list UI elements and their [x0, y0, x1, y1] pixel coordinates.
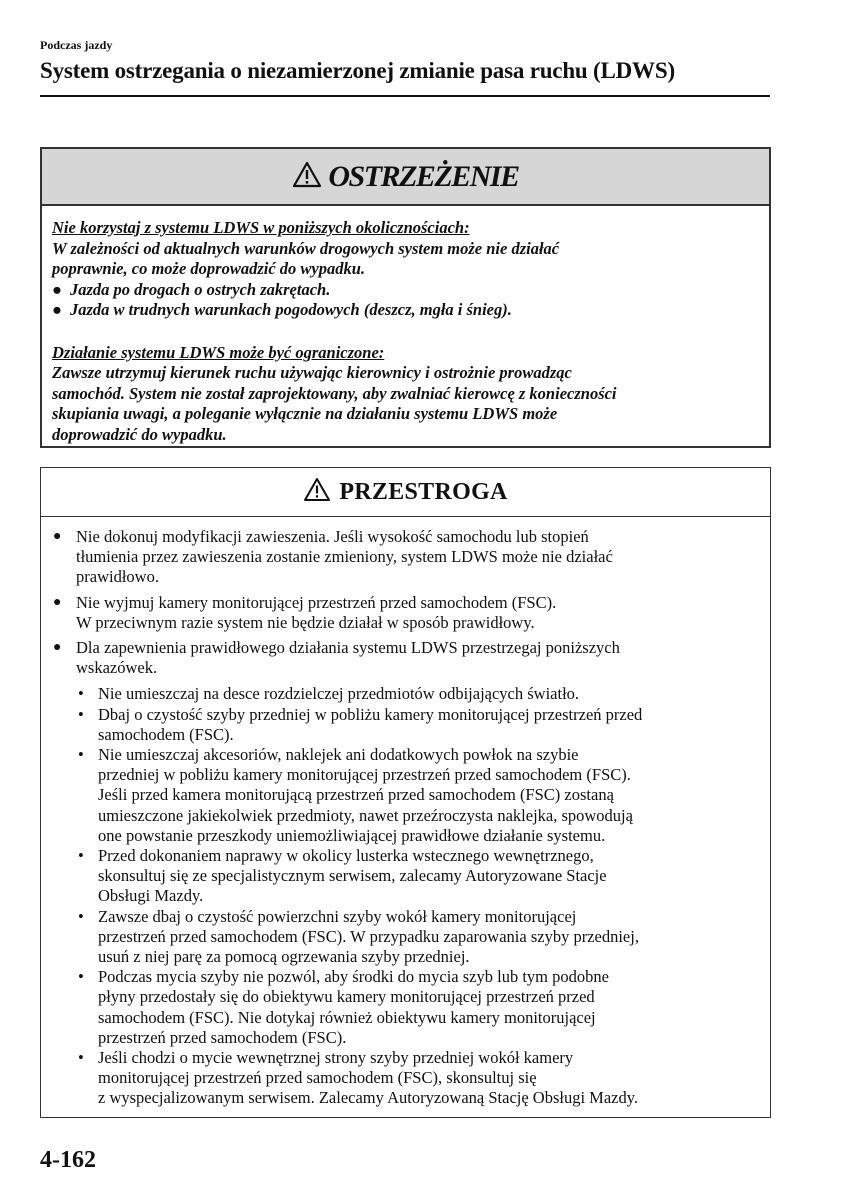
caution-text-line: Nie umieszczaj na desce rozdzielczej przedmiotów odbijających światło. [98, 684, 580, 704]
caution-subitem [76, 967, 760, 1048]
bullet-icon: ● [53, 640, 62, 656]
caution-text-line: Obsługi Mazdy. [98, 886, 204, 906]
caution-heading: PRZESTROGA [339, 478, 508, 505]
caution-text-line: samochodem (FSC). Nie dotykaj również obiektywu kamery monitorującej [98, 1007, 596, 1027]
caution-header [41, 468, 770, 517]
caution-item [53, 527, 760, 588]
caution-text-line: umieszczone jakiekolwiek przedmioty, nawet przeźroczysta naklejka, spowodują [98, 805, 633, 825]
warning-heading: OSTRZEŻENIE [328, 159, 519, 193]
warning-text-line: skupiania uwagi, a poleganie wyłącznie na działaniu systemu LDWS może [52, 404, 558, 423]
caution-text-line: tłumienia przez zawieszenia zostanie zmieniony, system LDWS może nie działać [76, 547, 613, 567]
caution-item [53, 593, 760, 633]
bullet-icon: ● [53, 529, 62, 544]
caution-text-line: samochodem (FSC). [98, 724, 234, 744]
caution-subitem [76, 846, 760, 907]
caution-text-line: monitorującej przestrzeń przed samochodem (FSC), skonsultuj się [98, 1068, 537, 1088]
caution-text-line: przestrzeń przed samochodem (FSC). [98, 1027, 347, 1047]
warning-bullet-text: Jazda po drogach o ostrych zakrętach. [70, 279, 331, 299]
sub-bullet-icon: • [78, 1048, 84, 1068]
warning-bullet-text: Jazda w trudnych warunkach pogodowych (deszcz, mgła i śnieg). [70, 300, 512, 319]
warning-text-line: doprowadzić do wypadku. [52, 424, 227, 444]
caution-subitem [76, 745, 760, 846]
warning-subheading-1: Nie korzystaj z systemu LDWS w poniższych okolicznościach: [52, 218, 470, 237]
page-title: System ostrzegania o niezamierzonej zmianie pasa ruchu (LDWS) [40, 58, 675, 83]
caution-text-line: prawidłowo. [76, 567, 159, 587]
warning-text-line: poprawnie, co może doprowadzić do wypadku. [52, 259, 366, 278]
caution-text-line: Jeśli przed kamera monitorującą przestrzeń przed samochodem (FSC) zostaną [98, 785, 614, 805]
caution-subitem [76, 684, 760, 704]
caution-subitem [76, 907, 760, 968]
caution-text-line: one powstanie przeszkody uniemożliwiającej prawidłowe działanie systemu. [98, 825, 606, 845]
sub-bullet-icon: • [78, 704, 84, 724]
caution-body [41, 517, 770, 1109]
caution-text-line: W przeciwnym razie system nie będzie działał w sposób prawidłowy. [76, 612, 535, 632]
sub-bullet-icon: • [78, 906, 84, 926]
bullet-icon: ● [52, 279, 62, 299]
sub-bullet-icon: • [78, 745, 84, 765]
caution-text-line: płyny przedostały się do obiektywu kamery monitorującej przestrzeń przed [98, 987, 595, 1007]
caution-text-line: Dbaj o czystość szyby przedniej w pobliżu kamery monitorującej przestrzeń przed [98, 704, 643, 724]
caution-subitem [76, 1048, 760, 1109]
sub-bullet-icon: • [78, 967, 84, 987]
caution-text-line: Jeśli chodzi o mycie wewnętrznej strony szyby przedniej wokół kamery [98, 1048, 574, 1068]
caution-text-line: przedniej w pobliżu kamery monitorującej przestrzeń przed samochodem (FSC). [98, 765, 631, 785]
caution-item [53, 638, 760, 678]
title-rule [40, 95, 770, 97]
caution-box [40, 467, 771, 1118]
warning-text-line: W zależności od aktualnych warunków drogowych system może nie działać [52, 238, 560, 258]
sub-bullet-icon: • [78, 846, 84, 866]
caution-text-line: z wyspecjalizowanym serwisem. Zalecamy Autoryzowaną Stację Obsługi Mazdy. [98, 1088, 639, 1108]
caution-text-line: Nie wyjmuj kamery monitorującej przestrzeń przed samochodem (FSC). [76, 592, 557, 612]
caution-text-line: usuń z niej parę za pomocą ogrzewania szyby przedniej. [98, 947, 470, 967]
caution-text-line: Podczas mycia szyby nie pozwól, aby środki do mycia szyb lub tym podobne [98, 967, 609, 987]
caution-text-line: Przed dokonaniem naprawy w okolicy lusterka wstecznego wewnętrznego, [98, 846, 594, 866]
warning-box [40, 147, 771, 448]
caution-text-line: przestrzeń przed samochodem (FSC). W przypadku zaparowania szyby przedniej, [98, 926, 639, 946]
caution-text-line: Zawsze dbaj o czystość powierzchni szyby wokół kamery monitorującej [98, 906, 577, 926]
bullet-icon: ● [53, 594, 62, 610]
warning-triangle-icon [292, 161, 322, 193]
caution-text-line: Nie umieszczaj akcesoriów, naklejek ani dodatkowych powłok na szybie [98, 745, 579, 765]
caution-text-line: Nie dokonuj modyfikacji zawieszenia. Jeśli wysokość samochodu lub stopień [76, 527, 589, 546]
caution-text-line: Dla zapewnienia prawidłowego działania systemu LDWS przestrzegaj poniższych [76, 638, 620, 658]
warning-body [42, 206, 769, 445]
sub-bullet-icon: • [78, 684, 84, 704]
caution-text-line: skonsultuj się ze specjalistycznym serwisem, zalecamy Autoryzowane Stacje [98, 866, 607, 886]
warning-triangle-icon [303, 477, 331, 507]
caution-subitem [76, 705, 760, 745]
warning-text-line: Zawsze utrzymuj kierunek ruchu używając kierownicy i ostrożnie prowadząc [52, 363, 572, 382]
warning-bullet [52, 280, 759, 301]
warning-bullet [52, 300, 759, 321]
warning-header [42, 149, 769, 206]
page-number: 4-162 [40, 1147, 96, 1173]
bullet-icon: ● [52, 300, 62, 319]
warning-text-line: samochód. System nie został zaprojektowany, aby zwalniać kierowcę z konieczności [52, 383, 617, 403]
warning-subheading-2: Działanie systemu LDWS może być ograniczone: [52, 342, 385, 362]
caution-text-line: wskazówek. [76, 658, 158, 678]
section-label: Podczas jazdy [40, 38, 113, 52]
caution-sublist [53, 684, 760, 1108]
